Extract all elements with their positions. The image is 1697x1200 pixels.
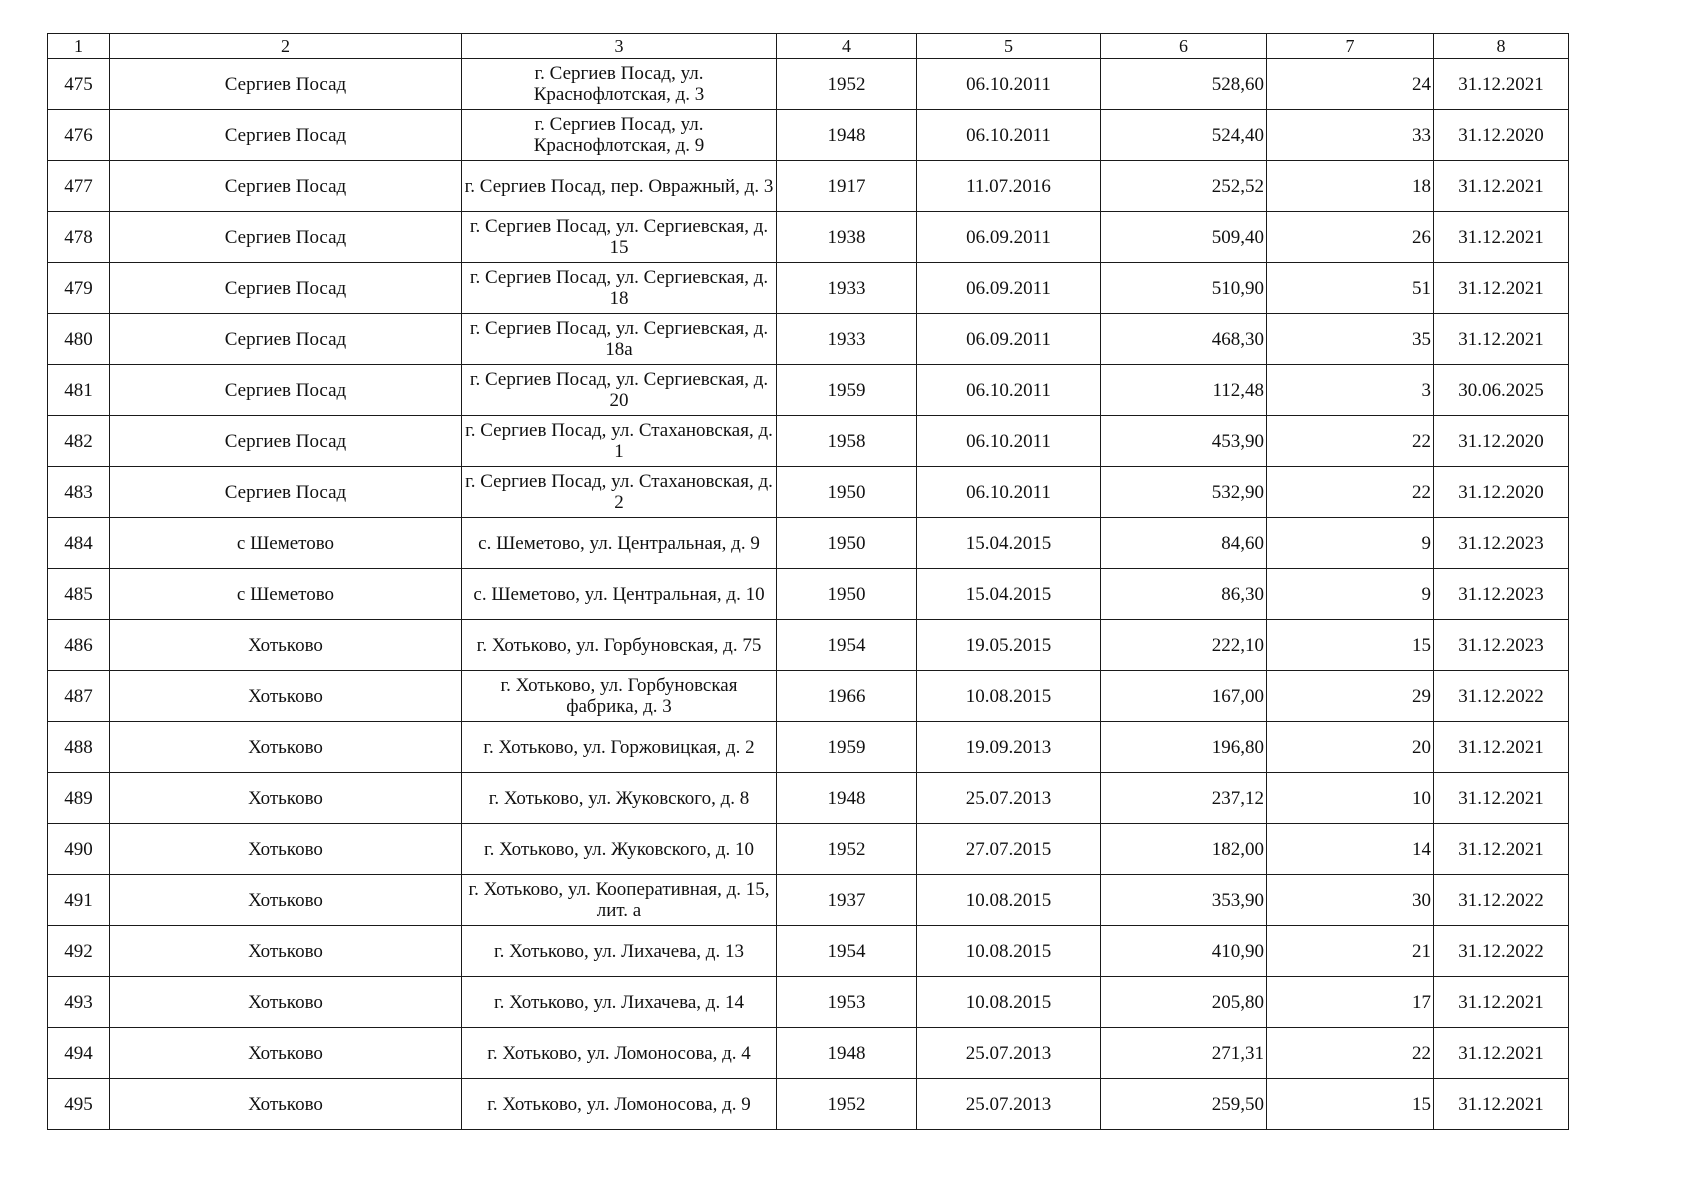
- date-cell: 06.10.2011: [917, 416, 1101, 467]
- residents-cell: 9: [1267, 569, 1434, 620]
- table-row: [48, 620, 1569, 671]
- date-cell: 10.08.2015: [917, 926, 1101, 977]
- area-cell: 196,80: [1101, 722, 1267, 773]
- deadline-cell: 31.12.2021: [1434, 263, 1569, 314]
- table-row: [48, 110, 1569, 161]
- settlement-cell: Сергиев Посад: [110, 365, 462, 416]
- table-row: [48, 671, 1569, 722]
- area-cell: 167,00: [1101, 671, 1267, 722]
- column-header: 1: [48, 34, 110, 59]
- residents-cell: 15: [1267, 1079, 1434, 1130]
- residents-cell: 17: [1267, 977, 1434, 1028]
- column-header: 2: [110, 34, 462, 59]
- area-cell: 524,40: [1101, 110, 1267, 161]
- deadline-cell: 31.12.2023: [1434, 569, 1569, 620]
- year-built-cell: 1950: [777, 569, 917, 620]
- address-cell: с. Шеметово, ул. Центральная, д. 9: [462, 518, 777, 569]
- column-header: 4: [777, 34, 917, 59]
- table-row: [48, 569, 1569, 620]
- row-number-cell: 495: [48, 1079, 110, 1130]
- address-cell: г. Хотьково, ул. Горжовицкая, д. 2: [462, 722, 777, 773]
- row-number-cell: 477: [48, 161, 110, 212]
- settlement-cell: Сергиев Посад: [110, 314, 462, 365]
- deadline-cell: 31.12.2021: [1434, 161, 1569, 212]
- settlement-cell: Хотьково: [110, 773, 462, 824]
- year-built-cell: 1948: [777, 773, 917, 824]
- area-cell: 182,00: [1101, 824, 1267, 875]
- table-row: [48, 365, 1569, 416]
- date-cell: 06.10.2011: [917, 365, 1101, 416]
- residents-cell: 22: [1267, 467, 1434, 518]
- table-row: [48, 59, 1569, 110]
- table-row: [48, 773, 1569, 824]
- deadline-cell: 30.06.2025: [1434, 365, 1569, 416]
- deadline-cell: 31.12.2023: [1434, 518, 1569, 569]
- row-number-cell: 488: [48, 722, 110, 773]
- area-cell: 532,90: [1101, 467, 1267, 518]
- deadline-cell: 31.12.2021: [1434, 722, 1569, 773]
- table-row: [48, 977, 1569, 1028]
- residents-cell: 29: [1267, 671, 1434, 722]
- residents-cell: 21: [1267, 926, 1434, 977]
- settlement-cell: Сергиев Посад: [110, 59, 462, 110]
- housing-table: [47, 33, 1569, 1130]
- date-cell: 06.10.2011: [917, 59, 1101, 110]
- address-cell: г. Сергиев Посад, ул. Стахановская, д. 1: [462, 416, 777, 467]
- residents-cell: 33: [1267, 110, 1434, 161]
- year-built-cell: 1953: [777, 977, 917, 1028]
- area-cell: 86,30: [1101, 569, 1267, 620]
- area-cell: 259,50: [1101, 1079, 1267, 1130]
- row-number-cell: 484: [48, 518, 110, 569]
- settlement-cell: Хотьково: [110, 722, 462, 773]
- deadline-cell: 31.12.2021: [1434, 59, 1569, 110]
- date-cell: 11.07.2016: [917, 161, 1101, 212]
- date-cell: 19.09.2013: [917, 722, 1101, 773]
- residents-cell: 14: [1267, 824, 1434, 875]
- row-number-cell: 491: [48, 875, 110, 926]
- date-cell: 15.04.2015: [917, 518, 1101, 569]
- date-cell: 06.10.2011: [917, 467, 1101, 518]
- year-built-cell: 1950: [777, 518, 917, 569]
- deadline-cell: 31.12.2023: [1434, 620, 1569, 671]
- residents-cell: 22: [1267, 416, 1434, 467]
- table-row: [48, 824, 1569, 875]
- date-cell: 25.07.2013: [917, 1079, 1101, 1130]
- residents-cell: 10: [1267, 773, 1434, 824]
- row-number-cell: 479: [48, 263, 110, 314]
- address-cell: г. Хотьково, ул. Жуковского, д. 8: [462, 773, 777, 824]
- address-cell: г. Хотьково, ул. Лихачева, д. 14: [462, 977, 777, 1028]
- year-built-cell: 1958: [777, 416, 917, 467]
- table-row: [48, 518, 1569, 569]
- area-cell: 510,90: [1101, 263, 1267, 314]
- area-cell: 353,90: [1101, 875, 1267, 926]
- deadline-cell: 31.12.2022: [1434, 926, 1569, 977]
- date-cell: 10.08.2015: [917, 977, 1101, 1028]
- residents-cell: 35: [1267, 314, 1434, 365]
- row-number-cell: 494: [48, 1028, 110, 1079]
- deadline-cell: 31.12.2020: [1434, 416, 1569, 467]
- address-cell: г. Хотьково, ул. Кооперативная, д. 15, лит. а: [462, 875, 777, 926]
- header-row: [48, 34, 1569, 59]
- year-built-cell: 1933: [777, 314, 917, 365]
- area-cell: 84,60: [1101, 518, 1267, 569]
- year-built-cell: 1959: [777, 365, 917, 416]
- year-built-cell: 1933: [777, 263, 917, 314]
- column-header: 5: [917, 34, 1101, 59]
- settlement-cell: Сергиев Посад: [110, 161, 462, 212]
- address-cell: с. Шеметово, ул. Центральная, д. 10: [462, 569, 777, 620]
- year-built-cell: 1954: [777, 926, 917, 977]
- date-cell: 27.07.2015: [917, 824, 1101, 875]
- deadline-cell: 31.12.2020: [1434, 110, 1569, 161]
- address-cell: г. Хотьково, ул. Горбуновская фабрика, д. 3: [462, 671, 777, 722]
- area-cell: 271,31: [1101, 1028, 1267, 1079]
- date-cell: 06.09.2011: [917, 263, 1101, 314]
- area-cell: 528,60: [1101, 59, 1267, 110]
- settlement-cell: Хотьково: [110, 620, 462, 671]
- deadline-cell: 31.12.2021: [1434, 977, 1569, 1028]
- table-body: [48, 59, 1569, 1130]
- column-header: 7: [1267, 34, 1434, 59]
- address-cell: г. Сергиев Посад, ул. Краснофлотская, д. 9: [462, 110, 777, 161]
- deadline-cell: 31.12.2021: [1434, 773, 1569, 824]
- area-cell: 410,90: [1101, 926, 1267, 977]
- date-cell: 19.05.2015: [917, 620, 1101, 671]
- row-number-cell: 485: [48, 569, 110, 620]
- settlement-cell: Хотьково: [110, 926, 462, 977]
- year-built-cell: 1952: [777, 824, 917, 875]
- area-cell: 453,90: [1101, 416, 1267, 467]
- address-cell: г. Сергиев Посад, пер. Овражный, д. 3: [462, 161, 777, 212]
- row-number-cell: 492: [48, 926, 110, 977]
- settlement-cell: Сергиев Посад: [110, 212, 462, 263]
- date-cell: 10.08.2015: [917, 671, 1101, 722]
- residents-cell: 20: [1267, 722, 1434, 773]
- settlement-cell: с Шеметово: [110, 569, 462, 620]
- deadline-cell: 31.12.2022: [1434, 875, 1569, 926]
- row-number-cell: 478: [48, 212, 110, 263]
- area-cell: 468,30: [1101, 314, 1267, 365]
- table-row: [48, 263, 1569, 314]
- settlement-cell: Сергиев Посад: [110, 263, 462, 314]
- deadline-cell: 31.12.2022: [1434, 671, 1569, 722]
- residents-cell: 22: [1267, 1028, 1434, 1079]
- table-row: [48, 722, 1569, 773]
- row-number-cell: 490: [48, 824, 110, 875]
- area-cell: 237,12: [1101, 773, 1267, 824]
- settlement-cell: с Шеметово: [110, 518, 462, 569]
- row-number-cell: 489: [48, 773, 110, 824]
- address-cell: г. Сергиев Посад, ул. Сергиевская, д. 18: [462, 263, 777, 314]
- address-cell: г. Сергиев Посад, ул. Краснофлотская, д. 3: [462, 59, 777, 110]
- deadline-cell: 31.12.2021: [1434, 314, 1569, 365]
- year-built-cell: 1952: [777, 59, 917, 110]
- settlement-cell: Хотьково: [110, 1028, 462, 1079]
- row-number-cell: 482: [48, 416, 110, 467]
- residents-cell: 15: [1267, 620, 1434, 671]
- address-cell: г. Хотьково, ул. Горбуновская, д. 75: [462, 620, 777, 671]
- area-cell: 205,80: [1101, 977, 1267, 1028]
- settlement-cell: Хотьково: [110, 1079, 462, 1130]
- address-cell: г. Сергиев Посад, ул. Стахановская, д. 2: [462, 467, 777, 518]
- address-cell: г. Хотьково, ул. Лихачева, д. 13: [462, 926, 777, 977]
- table-row: [48, 926, 1569, 977]
- column-header: 8: [1434, 34, 1569, 59]
- area-cell: 112,48: [1101, 365, 1267, 416]
- residents-cell: 51: [1267, 263, 1434, 314]
- date-cell: 06.10.2011: [917, 110, 1101, 161]
- address-cell: г. Хотьково, ул. Жуковского, д. 10: [462, 824, 777, 875]
- address-cell: г. Сергиев Посад, ул. Сергиевская, д. 20: [462, 365, 777, 416]
- settlement-cell: Хотьково: [110, 875, 462, 926]
- deadline-cell: 31.12.2021: [1434, 824, 1569, 875]
- year-built-cell: 1948: [777, 110, 917, 161]
- table-row: [48, 1079, 1569, 1130]
- settlement-cell: Сергиев Посад: [110, 110, 462, 161]
- date-cell: 25.07.2013: [917, 773, 1101, 824]
- year-built-cell: 1959: [777, 722, 917, 773]
- settlement-cell: Хотьково: [110, 824, 462, 875]
- residents-cell: 3: [1267, 365, 1434, 416]
- area-cell: 509,40: [1101, 212, 1267, 263]
- date-cell: 25.07.2013: [917, 1028, 1101, 1079]
- date-cell: 06.09.2011: [917, 314, 1101, 365]
- deadline-cell: 31.12.2021: [1434, 1028, 1569, 1079]
- date-cell: 15.04.2015: [917, 569, 1101, 620]
- residents-cell: 24: [1267, 59, 1434, 110]
- year-built-cell: 1952: [777, 1079, 917, 1130]
- residents-cell: 26: [1267, 212, 1434, 263]
- row-number-cell: 486: [48, 620, 110, 671]
- settlement-cell: Сергиев Посад: [110, 416, 462, 467]
- year-built-cell: 1954: [777, 620, 917, 671]
- table-row: [48, 1028, 1569, 1079]
- settlement-cell: Хотьково: [110, 977, 462, 1028]
- residents-cell: 9: [1267, 518, 1434, 569]
- column-header: 6: [1101, 34, 1267, 59]
- row-number-cell: 483: [48, 467, 110, 518]
- date-cell: 06.09.2011: [917, 212, 1101, 263]
- year-built-cell: 1937: [777, 875, 917, 926]
- table-row: [48, 467, 1569, 518]
- table-row: [48, 161, 1569, 212]
- row-number-cell: 481: [48, 365, 110, 416]
- address-cell: г. Хотьково, ул. Ломоносова, д. 9: [462, 1079, 777, 1130]
- address-cell: г. Сергиев Посад, ул. Сергиевская, д. 15: [462, 212, 777, 263]
- column-header: 3: [462, 34, 777, 59]
- row-number-cell: 476: [48, 110, 110, 161]
- deadline-cell: 31.12.2020: [1434, 467, 1569, 518]
- address-cell: г. Сергиев Посад, ул. Сергиевская, д. 18а: [462, 314, 777, 365]
- row-number-cell: 480: [48, 314, 110, 365]
- table-row: [48, 212, 1569, 263]
- table-row: [48, 416, 1569, 467]
- address-cell: г. Хотьково, ул. Ломоносова, д. 4: [462, 1028, 777, 1079]
- deadline-cell: 31.12.2021: [1434, 1079, 1569, 1130]
- row-number-cell: 493: [48, 977, 110, 1028]
- year-built-cell: 1938: [777, 212, 917, 263]
- date-cell: 10.08.2015: [917, 875, 1101, 926]
- table-row: [48, 314, 1569, 365]
- year-built-cell: 1917: [777, 161, 917, 212]
- area-cell: 252,52: [1101, 161, 1267, 212]
- deadline-cell: 31.12.2021: [1434, 212, 1569, 263]
- row-number-cell: 487: [48, 671, 110, 722]
- year-built-cell: 1948: [777, 1028, 917, 1079]
- residents-cell: 18: [1267, 161, 1434, 212]
- table-row: [48, 875, 1569, 926]
- year-built-cell: 1966: [777, 671, 917, 722]
- row-number-cell: 475: [48, 59, 110, 110]
- residents-cell: 30: [1267, 875, 1434, 926]
- area-cell: 222,10: [1101, 620, 1267, 671]
- settlement-cell: Сергиев Посад: [110, 467, 462, 518]
- year-built-cell: 1950: [777, 467, 917, 518]
- settlement-cell: Хотьково: [110, 671, 462, 722]
